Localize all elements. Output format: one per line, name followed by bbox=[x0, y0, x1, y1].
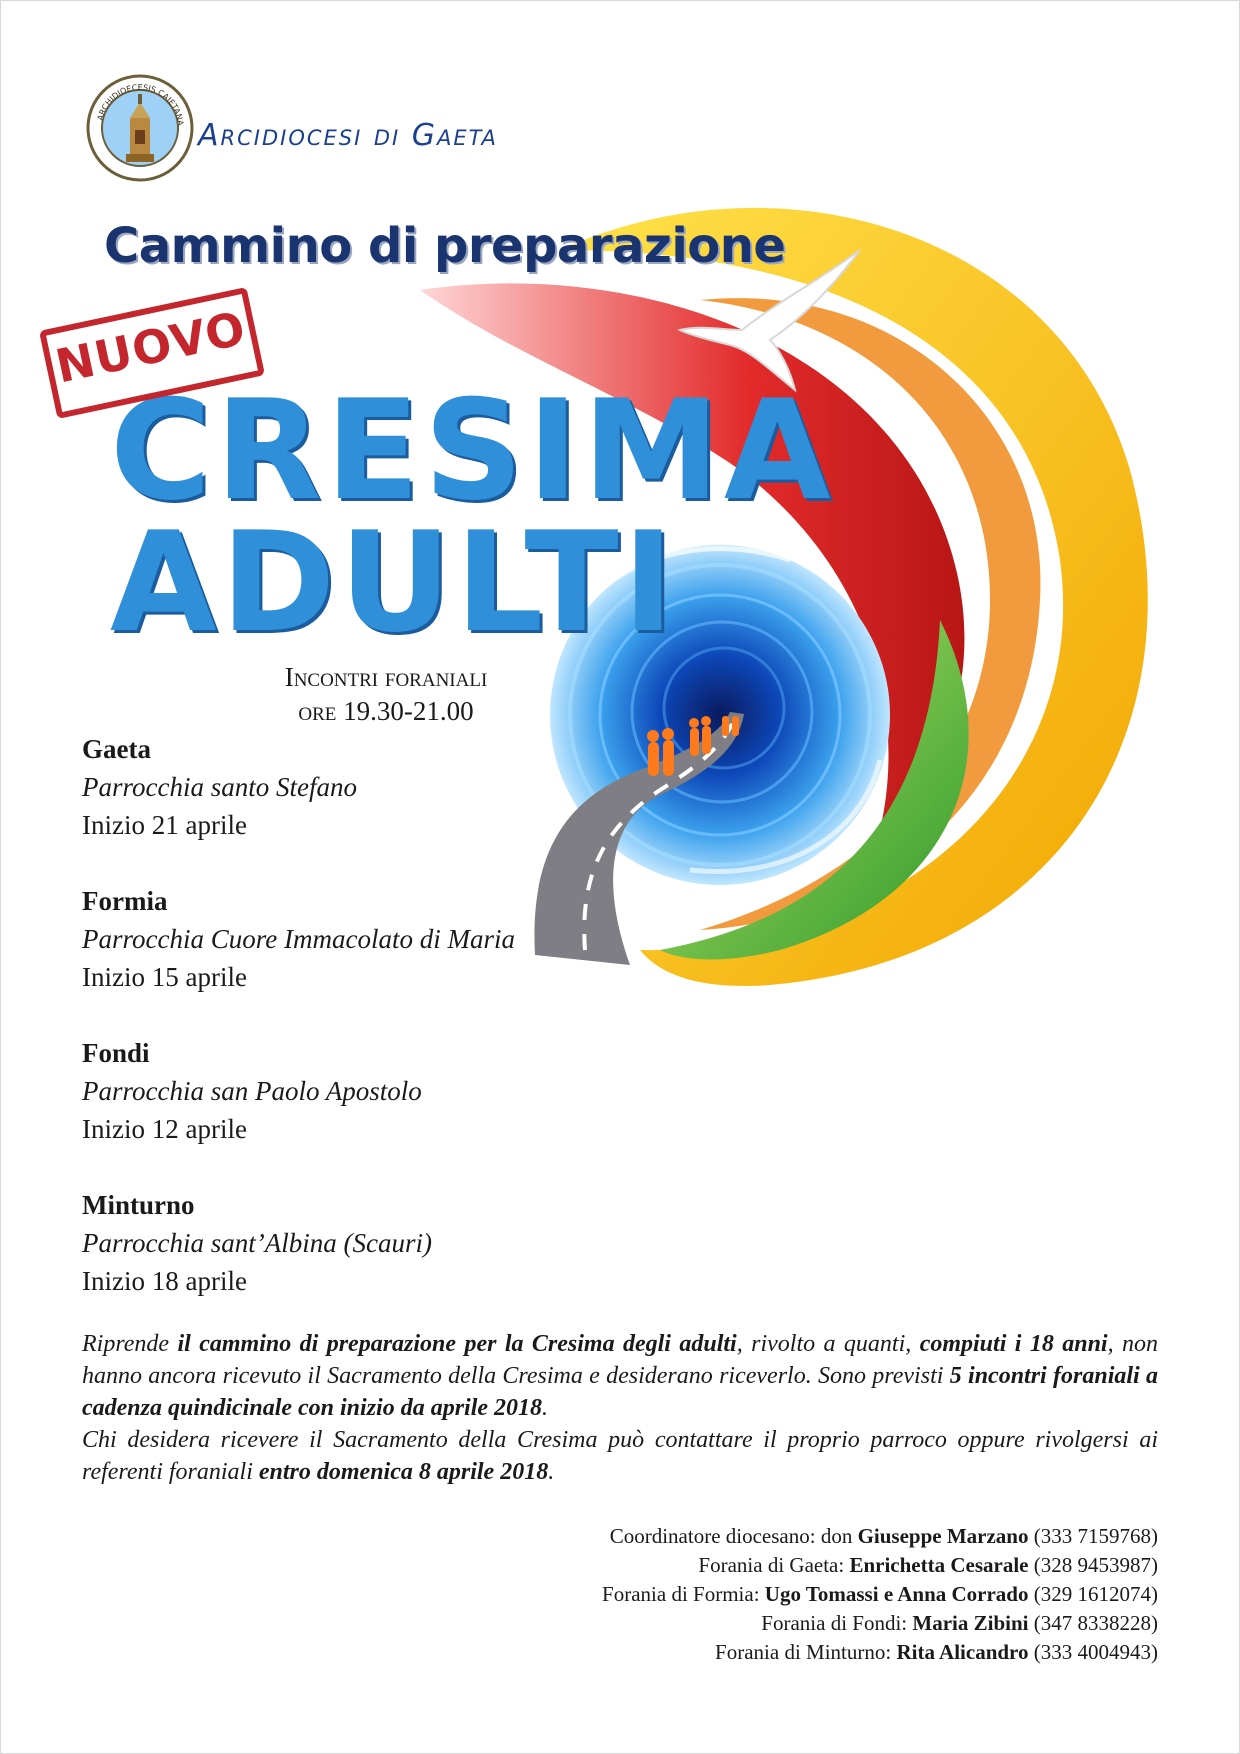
contact-row: Coordinatore diocesano: don Giuseppe Marzano (333 7159768) bbox=[609, 1524, 1158, 1548]
schedule-city: Fondi bbox=[82, 1038, 150, 1068]
contacts-list bbox=[602, 1522, 1158, 1667]
schedule-start: Inizio 15 aprile bbox=[82, 962, 247, 992]
schedule-city: Gaeta bbox=[82, 734, 151, 764]
schedule-parish: Parrocchia sant’Albina (Scauri) bbox=[82, 1228, 432, 1258]
schedule-start: Inizio 12 aprile bbox=[82, 1114, 247, 1144]
contact-row: Forania di Formia: Ugo Tomassi e Anna Corrado (329 1612074) bbox=[602, 1582, 1158, 1606]
description-part-2: Chi desidera ricevere il Sacramento della Cresima può contattare il proprio parroco oppure rivolgersi ai referenti foraniali entro domenica 8 aprile 2018. bbox=[82, 1427, 1158, 1485]
schedule-parish: Parrocchia san Paolo Apostolo bbox=[82, 1076, 422, 1106]
schedule-start: Inizio 21 aprile bbox=[82, 810, 247, 840]
description-paragraph bbox=[82, 1328, 1158, 1488]
subtitle: Cammino di preparazione bbox=[104, 218, 786, 274]
title-line-2: ADULTI bbox=[110, 502, 678, 663]
schedule-item-gaeta bbox=[82, 730, 357, 844]
schedule-item-fondi bbox=[82, 1034, 422, 1148]
meetings-time: ore 19.30-21.00 bbox=[298, 696, 474, 726]
contact-row: Forania di Minturno: Rita Alicandro (333 4004943) bbox=[715, 1640, 1158, 1664]
diocese-seal-logo bbox=[86, 74, 194, 182]
schedule-city: Minturno bbox=[82, 1190, 195, 1220]
schedule-parish: Parrocchia santo Stefano bbox=[82, 772, 357, 802]
meetings-label: Incontri foraniali bbox=[284, 662, 488, 692]
schedule-start: Inizio 18 aprile bbox=[82, 1266, 247, 1296]
schedule-item-minturno bbox=[82, 1186, 432, 1300]
schedule-item-formia bbox=[82, 882, 515, 996]
description-part-1: Riprende il cammino di preparazione per la Cresima degli adulti, rivolto a quanti, compiuti i 18 anni, non hanno ancora ricevuto il Sacramento della Cresima e desiderano riceverlo. Sono previsti 5 incontri foraniali a cadenza quindicinale con inizio da aprile 2018. bbox=[82, 1331, 1159, 1421]
title-line-1: CRESIMA bbox=[110, 370, 835, 531]
meetings-info bbox=[236, 660, 536, 728]
diocese-name: Arcidiocesi di Gaeta bbox=[198, 118, 498, 153]
svg-text:ARCHIDIOECESIS CAIETANA: ARCHIDIOECESIS CAIETANA bbox=[95, 82, 185, 127]
schedule-parish: Parrocchia Cuore Immacolato di Maria bbox=[82, 924, 515, 954]
contact-row: Forania di Gaeta: Enrichetta Cesarale (328 9453987) bbox=[698, 1553, 1158, 1577]
new-stamp: NUOVO bbox=[39, 287, 265, 419]
contact-row: Forania di Fondi: Maria Zibini (347 8338228) bbox=[761, 1611, 1158, 1635]
schedule-city: Formia bbox=[82, 886, 168, 916]
